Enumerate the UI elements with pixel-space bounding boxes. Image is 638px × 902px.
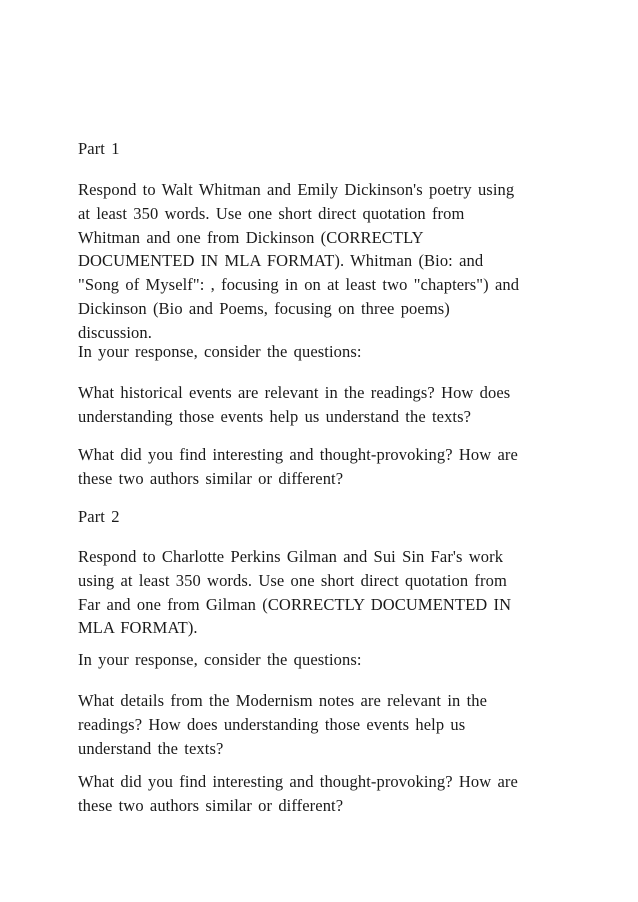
paragraph-line: What historical events are relevant in the readings? How does [78,383,511,402]
part1-intro-paragraph [78,178,578,345]
paragraph-line: What did you find interesting and thought-provoking? How are [78,445,518,464]
paragraph-line: What did you find interesting and thought-provoking? How are [78,772,518,791]
paragraph-line: discussion. [78,322,152,342]
paragraph-line: In your response, consider the questions: [78,342,362,361]
paragraph-line: these two authors similar or different? [78,468,344,488]
paragraph-line: In your response, consider the questions: [78,650,362,669]
paragraph-line: using at least 350 words. Use one short direct quotation from [78,570,507,590]
part2-heading [78,505,578,529]
paragraph-line: "Song of Myself": , focusing in on at least two "chapters") and [78,275,520,295]
part2-intro-paragraph [78,545,578,640]
paragraph-line: MLA FORMAT). [78,618,198,638]
part1-question-1 [78,381,578,429]
part1-consider-paragraph [78,340,578,364]
part1-heading-text: Part 1 [78,139,120,158]
paragraph-line: at least 350 words. Use one short direct quotation from [78,203,465,223]
paragraph-line: understand the texts? [78,738,224,758]
part2-question-1 [78,689,578,760]
paragraph-line: Respond to Walt Whitman and Emily Dickinson's poetry using [78,180,515,199]
paragraph-line: Respond to Charlotte Perkins Gilman and Sui Sin Far's work [78,547,504,566]
paragraph-line: Whitman and one from Dickinson (CORRECTLY [78,227,424,247]
part1-question-2 [78,443,578,491]
part2-heading-text: Part 2 [78,507,120,526]
paragraph-line: readings? How does understanding those events help us [78,714,466,734]
paragraph-line: these two authors similar or different? [78,795,344,815]
paragraph-line: Far and one from Gilman (CORRECTLY DOCUMENTED IN [78,594,512,614]
paragraph-line: understanding those events help us understand the texts? [78,406,472,426]
paragraph-line: Dickinson (Bio and Poems, focusing on three poems) [78,298,450,318]
part2-question-2 [78,770,578,818]
part2-consider-paragraph [78,648,578,672]
part1-heading [78,137,578,161]
paragraph-line: DOCUMENTED IN MLA FORMAT). Whitman (Bio: and [78,251,484,271]
paragraph-line: What details from the Modernism notes are relevant in the [78,691,488,710]
